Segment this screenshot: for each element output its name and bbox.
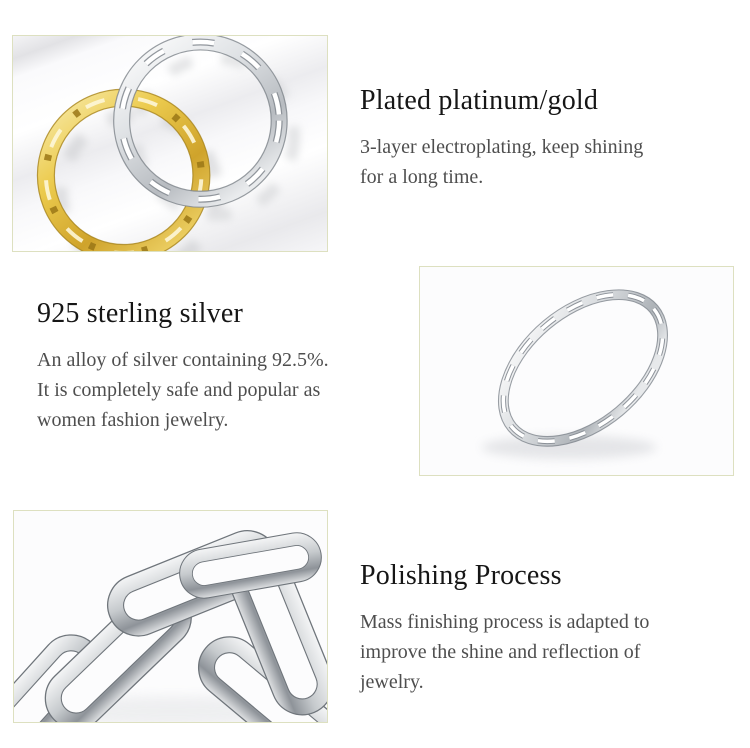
body-line: It is completely safe and popular as (37, 379, 321, 401)
body-line: for a long time. (360, 166, 484, 188)
section-body (360, 132, 643, 192)
section-heading: 925 sterling silver (37, 298, 243, 329)
section-body (360, 607, 649, 697)
section-polishing (360, 559, 649, 697)
body-line: Mass finishing process is adapted to (360, 611, 650, 633)
silver-ring-tilted-art (420, 267, 733, 475)
section-plating (360, 84, 643, 192)
section-sterling-silver (37, 297, 329, 435)
body-line: jewelry. (360, 671, 424, 693)
photo-silver-ring (419, 266, 734, 476)
chain-links (14, 521, 327, 722)
plated-rings-art (13, 36, 327, 251)
body-line: improve the shine and reflection of (360, 641, 641, 663)
body-line: 3-layer electroplating, keep shining (360, 136, 644, 158)
body-line: An alloy of silver containing 92.5%. (37, 349, 329, 371)
photo-plated-rings (12, 35, 328, 252)
photo-ring-closeup (13, 510, 328, 723)
body-line: women fashion jewelry. (37, 409, 229, 431)
chain-closeup-art (14, 511, 327, 722)
section-heading: Plated platinum/gold (360, 85, 599, 116)
section-heading: Polishing Process (360, 560, 562, 591)
section-body (37, 345, 329, 435)
